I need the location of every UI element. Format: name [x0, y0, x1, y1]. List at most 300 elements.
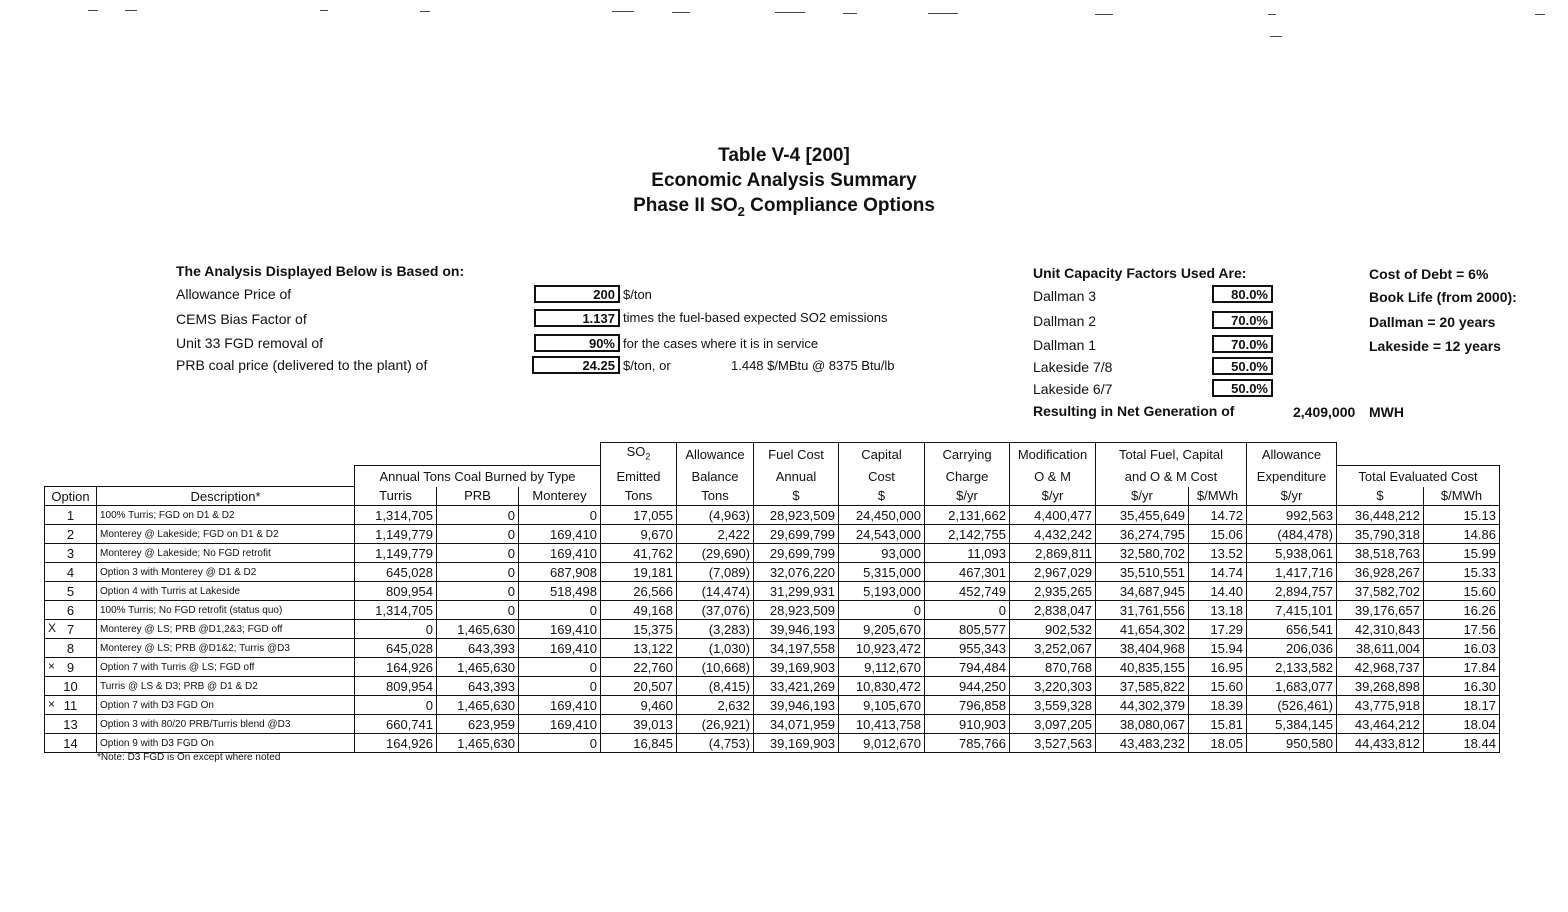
- header-total-per-yr: $/yr: [1096, 487, 1189, 506]
- description-cell: Turris @ LS & D3; PRB @ D1 & D2: [97, 677, 355, 696]
- economic-analysis-table: [44, 442, 1500, 753]
- table-row: [45, 601, 1500, 620]
- table-body: [45, 506, 1500, 753]
- header-capital-dollars: $: [839, 487, 925, 506]
- description-cell: Option 9 with D3 FGD On: [97, 734, 355, 753]
- monterey-cell: 0: [519, 677, 601, 696]
- scan-mark: [420, 11, 430, 12]
- monterey-cell: 687,908: [519, 563, 601, 582]
- total-cost-cell: 38,080,067: [1096, 715, 1189, 734]
- fuel-cost-cell: 28,923,509: [754, 601, 839, 620]
- header-allowance-balance-2: Balance: [677, 466, 754, 487]
- capacity-value-box: 50.0%: [1212, 379, 1273, 397]
- header-allowance-tons: Tons: [677, 487, 754, 506]
- modification-cell: 870,768: [1010, 658, 1096, 677]
- option-number: 7: [66, 621, 75, 637]
- capacity-unit-name: Dallman 2: [1033, 313, 1097, 329]
- prb-cell: 0: [437, 601, 519, 620]
- evaluated-per-mwh-cell: 18.17: [1424, 696, 1500, 715]
- description-cell: 100% Turris; FGD on D1 & D2: [97, 506, 355, 525]
- option-cell: 2: [45, 525, 97, 544]
- description-cell: Monterey @ Lakeside; No FGD retrofit: [97, 544, 355, 563]
- turris-cell: 164,926: [355, 734, 437, 753]
- header-om-cost: and O & M Cost: [1096, 466, 1247, 487]
- net-generation-unit: MWH: [1369, 404, 1404, 420]
- fuel-cost-cell: 39,946,193: [754, 620, 839, 639]
- allowance-expenditure-cell: 1,683,077: [1247, 677, 1337, 696]
- description-cell: Option 7 with Turris @ LS; FGD off: [97, 658, 355, 677]
- scan-mark: [928, 13, 958, 14]
- evaluated-per-mwh-cell: 15.99: [1424, 544, 1500, 563]
- fuel-cost-cell: 33,421,269: [754, 677, 839, 696]
- option-cell: 14: [45, 734, 97, 753]
- option-cell: 5: [45, 582, 97, 601]
- description-cell: Monterey @ LS; PRB @D1,2&3; FGD off: [97, 620, 355, 639]
- evaluated-cost-cell: 43,464,212: [1337, 715, 1424, 734]
- header-fuel-annual: Annual: [754, 466, 839, 487]
- fuel-cost-cell: 34,197,558: [754, 639, 839, 658]
- total-per-mwh-cell: 18.39: [1189, 696, 1247, 715]
- header-modification: Modification: [1010, 443, 1096, 466]
- header-fuel-cost: Fuel Cost: [754, 443, 839, 466]
- prb-cell: 0: [437, 544, 519, 563]
- allowance-balance-cell: (14,474): [677, 582, 754, 601]
- allowance-balance-cell: (1,030): [677, 639, 754, 658]
- prb-cell: 0: [437, 525, 519, 544]
- allowance-balance-cell: (26,921): [677, 715, 754, 734]
- turris-cell: 645,028: [355, 639, 437, 658]
- modification-cell: 3,527,563: [1010, 734, 1096, 753]
- footnote: *Note: D3 FGD is On except where noted: [97, 752, 281, 763]
- basis-suffix: for the cases where it is in service: [623, 336, 819, 351]
- so2-cell: 22,760: [601, 658, 677, 677]
- basis-value-box: 200: [534, 285, 620, 303]
- allowance-balance-cell: (8,415): [677, 677, 754, 696]
- carrying-charge-cell: 805,577: [925, 620, 1010, 639]
- title-line-1: Table V-4 [200]: [718, 145, 850, 166]
- capacity-value-box: 70.0%: [1212, 311, 1273, 329]
- allowance-expenditure-cell: (526,461): [1247, 696, 1337, 715]
- modification-cell: 4,432,242: [1010, 525, 1096, 544]
- total-per-mwh-cell: 13.18: [1189, 601, 1247, 620]
- scan-mark: [1095, 14, 1113, 15]
- total-cost-cell: 40,835,155: [1096, 658, 1189, 677]
- description-cell: Option 4 with Turris at Lakeside: [97, 582, 355, 601]
- title-line-3-sub: 2: [737, 203, 745, 219]
- total-cost-cell: 35,510,551: [1096, 563, 1189, 582]
- turris-cell: 0: [355, 696, 437, 715]
- basis-label: Unit 33 FGD removal of: [176, 335, 324, 351]
- book-life: Book Life (from 2000):: [1369, 289, 1517, 305]
- header-carrying-charge-2: Charge: [925, 466, 1010, 487]
- allowance-balance-cell: (29,690): [677, 544, 754, 563]
- title-line-3-post: Compliance Options: [744, 195, 935, 216]
- capital-cost-cell: 24,450,000: [839, 506, 925, 525]
- scan-mark: [125, 10, 137, 11]
- evaluated-per-mwh-cell: 17.84: [1424, 658, 1500, 677]
- net-generation-label: Resulting in Net Generation of: [1033, 403, 1235, 419]
- header-capital-cost-2: Cost: [839, 466, 925, 487]
- header-carrying-per-yr: $/yr: [925, 487, 1010, 506]
- modification-cell: 3,559,328: [1010, 696, 1096, 715]
- so2-cell: 19,181: [601, 563, 677, 582]
- total-cost-cell: 37,585,822: [1096, 677, 1189, 696]
- evaluated-per-mwh-cell: 14.86: [1424, 525, 1500, 544]
- evaluated-cost-cell: 39,268,898: [1337, 677, 1424, 696]
- modification-cell: 2,967,029: [1010, 563, 1096, 582]
- table-row: [45, 506, 1500, 525]
- option-cell: 13: [45, 715, 97, 734]
- allowance-balance-cell: 2,632: [677, 696, 754, 715]
- fuel-cost-cell: 32,076,220: [754, 563, 839, 582]
- description-cell: Monterey @ LS; PRB @D1&2; Turris @D3: [97, 639, 355, 658]
- total-per-mwh-cell: 14.72: [1189, 506, 1247, 525]
- allowance-expenditure-cell: 2,894,757: [1247, 582, 1337, 601]
- option-cell: 1: [45, 506, 97, 525]
- option-number: 11: [63, 697, 78, 713]
- so2-cell: 16,845: [601, 734, 677, 753]
- prb-cell: 1,465,630: [437, 620, 519, 639]
- capital-cost-cell: 9,112,670: [839, 658, 925, 677]
- prb-cell: 643,393: [437, 639, 519, 658]
- turris-cell: 645,028: [355, 563, 437, 582]
- prb-cell: 623,959: [437, 715, 519, 734]
- header-prb: PRB: [437, 487, 519, 506]
- capital-cost-cell: 24,543,000: [839, 525, 925, 544]
- evaluated-per-mwh-cell: 15.33: [1424, 563, 1500, 582]
- option-cell: 4: [45, 563, 97, 582]
- evaluated-cost-cell: 36,928,267: [1337, 563, 1424, 582]
- evaluated-cost-cell: 43,775,918: [1337, 696, 1424, 715]
- modification-cell: 3,220,303: [1010, 677, 1096, 696]
- total-per-mwh-cell: 17.29: [1189, 620, 1247, 639]
- header-turris: Turris: [355, 487, 437, 506]
- header-total-fuel: Total Fuel, Capital: [1096, 443, 1247, 466]
- carrying-charge-cell: 910,903: [925, 715, 1010, 734]
- table-row: [45, 639, 1500, 658]
- table-head: [45, 443, 1500, 506]
- basis-suffix: times the fuel-based expected SO2 emissions: [623, 310, 888, 325]
- prb-cell: 0: [437, 563, 519, 582]
- basis-suffix: $/ton: [623, 287, 652, 302]
- header-expenditure: Expenditure: [1247, 466, 1337, 487]
- capital-cost-cell: 0: [839, 601, 925, 620]
- total-per-mwh-cell: 16.95: [1189, 658, 1247, 677]
- capital-cost-cell: 9,205,670: [839, 620, 925, 639]
- table-row: [45, 658, 1500, 677]
- capacity-value-box: 80.0%: [1212, 285, 1273, 303]
- total-per-mwh-cell: 15.06: [1189, 525, 1247, 544]
- modification-cell: 902,532: [1010, 620, 1096, 639]
- capacity-unit-name: Lakeside 7/8: [1033, 359, 1113, 375]
- book-life-dallman: Dallman = 20 years: [1369, 314, 1496, 330]
- modification-cell: 3,252,067: [1010, 639, 1096, 658]
- prb-cell: 1,465,630: [437, 658, 519, 677]
- table-row: [45, 715, 1500, 734]
- allowance-expenditure-cell: 206,036: [1247, 639, 1337, 658]
- check-mark: X: [48, 621, 57, 636]
- basis-value-box: 90%: [534, 334, 620, 352]
- option-cell: [45, 696, 97, 715]
- monterey-cell: 0: [519, 734, 601, 753]
- header-evaluated-per-mwh: $/MWh: [1424, 487, 1500, 506]
- total-per-mwh-cell: 15.94: [1189, 639, 1247, 658]
- header-description: Description*: [97, 487, 355, 506]
- allowance-expenditure-cell: 2,133,582: [1247, 658, 1337, 677]
- prb-cell: 643,393: [437, 677, 519, 696]
- description-cell: Monterey @ Lakeside; FGD on D1 & D2: [97, 525, 355, 544]
- cost-of-debt: Cost of Debt = 6%: [1369, 266, 1489, 282]
- allowance-balance-cell: (3,283): [677, 620, 754, 639]
- scan-mark: [88, 10, 98, 11]
- fuel-cost-cell: 39,946,193: [754, 696, 839, 715]
- evaluated-per-mwh-cell: 18.44: [1424, 734, 1500, 753]
- total-cost-cell: 38,404,968: [1096, 639, 1189, 658]
- scan-mark: [843, 13, 857, 14]
- modification-cell: 3,097,205: [1010, 715, 1096, 734]
- header-allowance-balance: Allowance: [677, 443, 754, 466]
- fuel-cost-cell: 31,299,931: [754, 582, 839, 601]
- table-row: [45, 582, 1500, 601]
- table-row: [45, 525, 1500, 544]
- option-cell: 10: [45, 677, 97, 696]
- basis-label: Allowance Price of: [176, 286, 292, 302]
- so2-cell: 41,762: [601, 544, 677, 563]
- basis-extra: 1.448 $/MBtu @ 8375 Btu/lb: [731, 358, 895, 373]
- header-coal-burned: Annual Tons Coal Burned by Type: [355, 466, 601, 487]
- capacity-value-box: 70.0%: [1212, 335, 1273, 353]
- header-carrying-charge: Carrying: [925, 443, 1010, 466]
- so2-cell: 9,670: [601, 525, 677, 544]
- title-line-3-pre: Phase II SO: [633, 195, 738, 216]
- monterey-cell: 169,410: [519, 715, 601, 734]
- option-cell: [45, 658, 97, 677]
- table-row: [45, 544, 1500, 563]
- description-cell: 100% Turris; No FGD retrofit (status quo): [97, 601, 355, 620]
- evaluated-cost-cell: 42,968,737: [1337, 658, 1424, 677]
- evaluated-cost-cell: 44,433,812: [1337, 734, 1424, 753]
- total-cost-cell: 41,654,302: [1096, 620, 1189, 639]
- turris-cell: 1,314,705: [355, 506, 437, 525]
- carrying-charge-cell: 785,766: [925, 734, 1010, 753]
- monterey-cell: 518,498: [519, 582, 601, 601]
- evaluated-per-mwh-cell: 17.56: [1424, 620, 1500, 639]
- capacity-value-box: 50.0%: [1212, 357, 1273, 375]
- capacity-unit-name: Dallman 3: [1033, 288, 1097, 304]
- allowance-expenditure-cell: (484,478): [1247, 525, 1337, 544]
- total-per-mwh-cell: 18.05: [1189, 734, 1247, 753]
- capital-cost-cell: 5,315,000: [839, 563, 925, 582]
- allowance-balance-cell: (7,089): [677, 563, 754, 582]
- table-row: [45, 677, 1500, 696]
- capital-cost-cell: 10,413,758: [839, 715, 925, 734]
- allowance-expenditure-cell: 1,417,716: [1247, 563, 1337, 582]
- evaluated-cost-cell: 37,582,702: [1337, 582, 1424, 601]
- basis-label: CEMS Bias Factor of: [176, 311, 307, 327]
- total-cost-cell: 36,274,795: [1096, 525, 1189, 544]
- evaluated-cost-cell: 36,448,212: [1337, 506, 1424, 525]
- header-total-per-mwh: $/MWh: [1189, 487, 1247, 506]
- allowance-expenditure-cell: 656,541: [1247, 620, 1337, 639]
- title-line-2: Economic Analysis Summary: [651, 170, 917, 191]
- capital-cost-cell: 93,000: [839, 544, 925, 563]
- fuel-cost-cell: 28,923,509: [754, 506, 839, 525]
- header-total-evaluated: Total Evaluated Cost: [1337, 466, 1500, 487]
- total-cost-cell: 35,455,649: [1096, 506, 1189, 525]
- table-row: [45, 620, 1500, 639]
- allowance-balance-cell: (37,076): [677, 601, 754, 620]
- so2-cell: 9,460: [601, 696, 677, 715]
- carrying-charge-cell: 11,093: [925, 544, 1010, 563]
- turris-cell: 1,149,779: [355, 525, 437, 544]
- evaluated-cost-cell: 39,176,657: [1337, 601, 1424, 620]
- header-so2: $SO_2$: [601, 443, 677, 466]
- modification-cell: 2,935,265: [1010, 582, 1096, 601]
- monterey-cell: 0: [519, 506, 601, 525]
- capital-cost-cell: 10,830,472: [839, 677, 925, 696]
- option-cell: [45, 620, 97, 639]
- so2-cell: 26,566: [601, 582, 677, 601]
- turris-cell: 164,926: [355, 658, 437, 677]
- option-cell: 8: [45, 639, 97, 658]
- capacity-heading: Unit Capacity Factors Used Are:: [1033, 265, 1247, 281]
- allowance-balance-cell: (4,753): [677, 734, 754, 753]
- scan-mark: [320, 10, 328, 11]
- description-cell: Option 3 with 80/20 PRB/Turris blend @D3: [97, 715, 355, 734]
- carrying-charge-cell: 467,301: [925, 563, 1010, 582]
- allowance-expenditure-cell: 992,563: [1247, 506, 1337, 525]
- page-title: [0, 143, 1568, 224]
- header-mod-per-yr: $/yr: [1010, 487, 1096, 506]
- check-mark: ×: [48, 697, 56, 712]
- monterey-cell: 0: [519, 658, 601, 677]
- total-cost-cell: 43,483,232: [1096, 734, 1189, 753]
- evaluated-cost-cell: 38,611,004: [1337, 639, 1424, 658]
- check-mark: ×: [48, 659, 56, 674]
- total-per-mwh-cell: 15.81: [1189, 715, 1247, 734]
- carrying-charge-cell: 2,142,755: [925, 525, 1010, 544]
- basis-heading: The Analysis Displayed Below is Based on:: [176, 263, 465, 279]
- option-cell: 6: [45, 601, 97, 620]
- basis-value-box: 1.137: [534, 309, 620, 327]
- table-row: [45, 734, 1500, 753]
- monterey-cell: 169,410: [519, 620, 601, 639]
- so2-cell: 39,013: [601, 715, 677, 734]
- table-row: [45, 563, 1500, 582]
- total-per-mwh-cell: 14.74: [1189, 563, 1247, 582]
- scan-mark: [1270, 36, 1282, 37]
- evaluated-cost-cell: 35,790,318: [1337, 525, 1424, 544]
- monterey-cell: 169,410: [519, 544, 601, 563]
- header-so2-tons: Tons: [601, 487, 677, 506]
- turris-cell: 0: [355, 620, 437, 639]
- total-per-mwh-cell: 14.40: [1189, 582, 1247, 601]
- capacity-unit-name: Lakeside 6/7: [1033, 381, 1113, 397]
- carrying-charge-cell: 452,749: [925, 582, 1010, 601]
- description-cell: Option 7 with D3 FGD On: [97, 696, 355, 715]
- carrying-charge-cell: 0: [925, 601, 1010, 620]
- allowance-expenditure-cell: 5,938,061: [1247, 544, 1337, 563]
- prb-cell: 0: [437, 506, 519, 525]
- capital-cost-cell: 10,923,472: [839, 639, 925, 658]
- header-expenditure-per-yr: $/yr: [1247, 487, 1337, 506]
- option-cell: 3: [45, 544, 97, 563]
- header-monterey: Monterey: [519, 487, 601, 506]
- scan-mark: [1535, 14, 1545, 15]
- so2-cell: 13,122: [601, 639, 677, 658]
- allowance-expenditure-cell: 5,384,145: [1247, 715, 1337, 734]
- turris-cell: 660,741: [355, 715, 437, 734]
- prb-cell: 1,465,630: [437, 734, 519, 753]
- table-row: [45, 696, 1500, 715]
- carrying-charge-cell: 2,131,662: [925, 506, 1010, 525]
- header-capital-cost: Capital: [839, 443, 925, 466]
- turris-cell: 809,954: [355, 582, 437, 601]
- scan-mark: [612, 11, 634, 12]
- evaluated-per-mwh-cell: 15.13: [1424, 506, 1500, 525]
- allowance-balance-cell: 2,422: [677, 525, 754, 544]
- prb-cell: 0: [437, 582, 519, 601]
- carrying-charge-cell: 796,858: [925, 696, 1010, 715]
- modification-cell: 4,400,477: [1010, 506, 1096, 525]
- evaluated-per-mwh-cell: 16.26: [1424, 601, 1500, 620]
- prb-cell: 1,465,630: [437, 696, 519, 715]
- capacity-unit-name: Dallman 1: [1033, 337, 1097, 353]
- allowance-balance-cell: (4,963): [677, 506, 754, 525]
- evaluated-per-mwh-cell: 16.30: [1424, 677, 1500, 696]
- capital-cost-cell: 9,105,670: [839, 696, 925, 715]
- basis-suffix: $/ton, or: [623, 358, 671, 373]
- allowance-expenditure-cell: 950,580: [1247, 734, 1337, 753]
- turris-cell: 1,314,705: [355, 601, 437, 620]
- total-cost-cell: 44,302,379: [1096, 696, 1189, 715]
- monterey-cell: 169,410: [519, 525, 601, 544]
- turris-cell: 1,149,779: [355, 544, 437, 563]
- monterey-cell: 169,410: [519, 639, 601, 658]
- modification-cell: 2,869,811: [1010, 544, 1096, 563]
- allowance-balance-cell: (10,668): [677, 658, 754, 677]
- so2-cell: 49,168: [601, 601, 677, 620]
- header-om: O & M: [1010, 466, 1096, 487]
- capital-cost-cell: 5,193,000: [839, 582, 925, 601]
- scan-mark: [672, 12, 690, 13]
- evaluated-cost-cell: 42,310,843: [1337, 620, 1424, 639]
- capital-cost-cell: 9,012,670: [839, 734, 925, 753]
- carrying-charge-cell: 955,343: [925, 639, 1010, 658]
- evaluated-per-mwh-cell: 18.04: [1424, 715, 1500, 734]
- header-option: Option: [45, 487, 97, 506]
- scan-mark: [1268, 14, 1276, 15]
- basis-value-box: 24.25: [532, 356, 620, 374]
- so2-cell: 17,055: [601, 506, 677, 525]
- monterey-cell: 0: [519, 601, 601, 620]
- header-evaluated-dollars: $: [1337, 487, 1424, 506]
- fuel-cost-cell: 29,699,799: [754, 525, 839, 544]
- so2-cell: 15,375: [601, 620, 677, 639]
- modification-cell: 2,838,047: [1010, 601, 1096, 620]
- evaluated-per-mwh-cell: 16.03: [1424, 639, 1500, 658]
- turris-cell: 809,954: [355, 677, 437, 696]
- total-per-mwh-cell: 15.60: [1189, 677, 1247, 696]
- fuel-cost-cell: 39,169,903: [754, 658, 839, 677]
- fuel-cost-cell: 34,071,959: [754, 715, 839, 734]
- net-generation-value: 2,409,000: [1293, 404, 1356, 420]
- carrying-charge-cell: 794,484: [925, 658, 1010, 677]
- monterey-cell: 169,410: [519, 696, 601, 715]
- fuel-cost-cell: 39,169,903: [754, 734, 839, 753]
- total-per-mwh-cell: 13.52: [1189, 544, 1247, 563]
- total-cost-cell: 34,687,945: [1096, 582, 1189, 601]
